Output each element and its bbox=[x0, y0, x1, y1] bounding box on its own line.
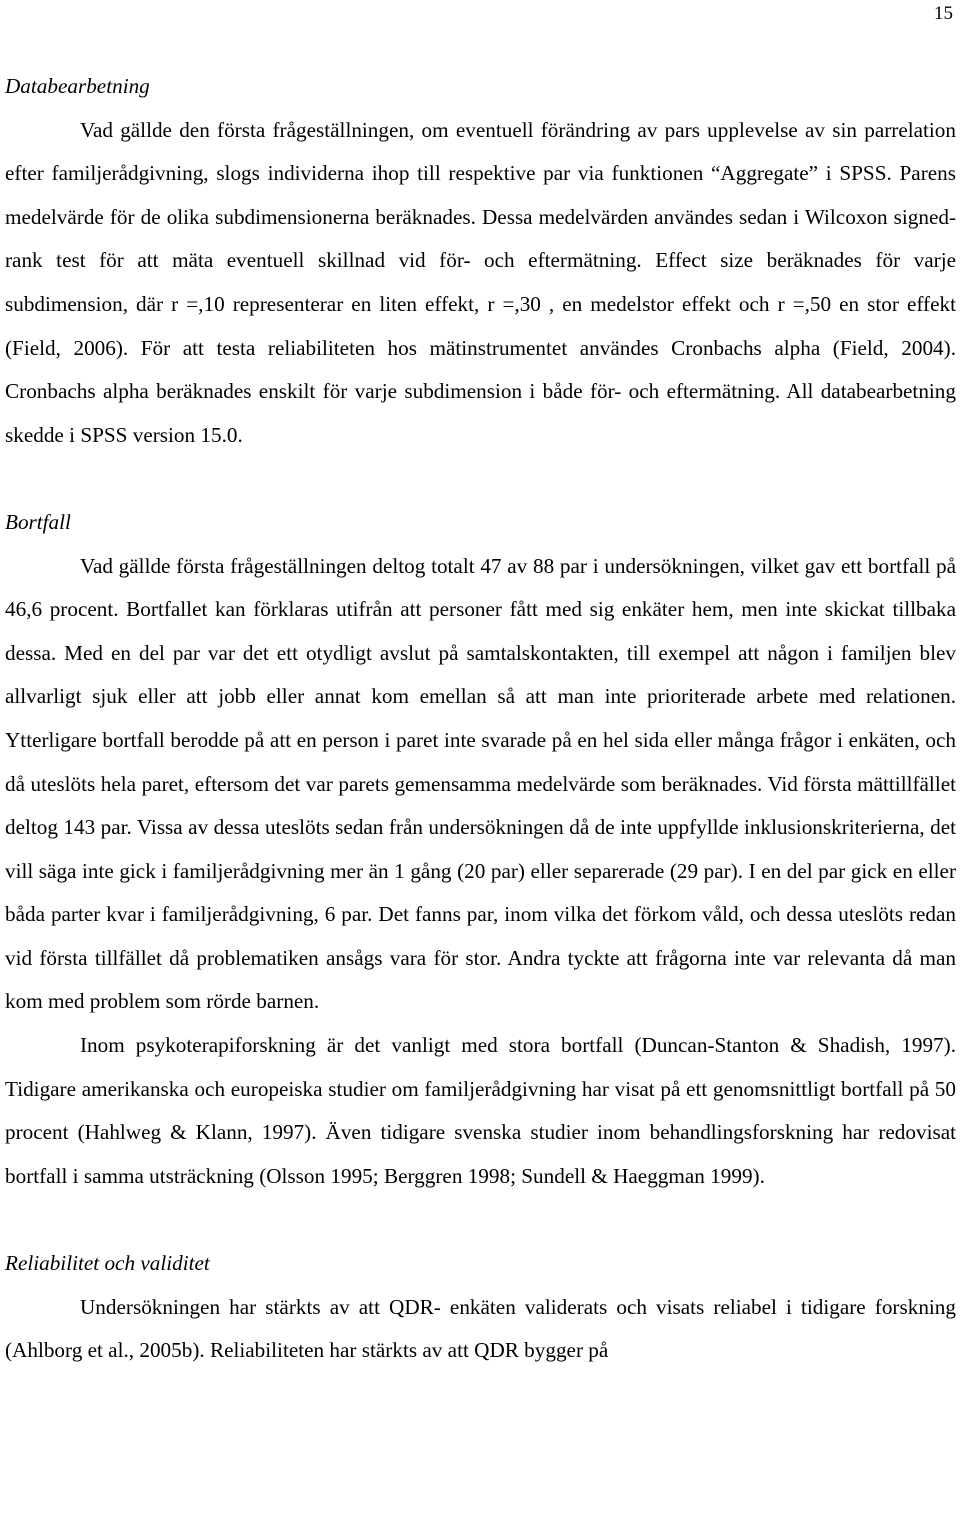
page-number: 15 bbox=[934, 3, 953, 24]
section-heading-bortfall: Bortfall bbox=[5, 509, 71, 534]
paragraph-reliabilitet: Undersökningen har stärkts av att QDR- enkäten validerats och visats reliabel i tidigare forskning (Ahlborg et al., 2005b). Reliabiliteten har stärkts av att QDR bygger på bbox=[5, 1294, 956, 1363]
section-heading-reliabilitet: Reliabilitet och validitet bbox=[5, 1251, 210, 1276]
section-heading-databearbetning: Databearbetning bbox=[5, 74, 150, 98]
paragraph-bortfall-2: Inom psykoterapiforskning är det vanligt med stora bortfall (Duncan-Stanton & Shadish, 1997). Tidigare amerikanska och europeiska studier om familjerådgivning har visat på ett genomsnittligt bortfall på 50 procent (Hahlweg & Klann, 1997). Även tidigare svenska studier inom behandlingsforskning har redovisat bortfall i samma utsträckning (Olsson 1995; Berggren 1998; Sundell & Haeggman 1999). bbox=[5, 1033, 956, 1188]
document-body bbox=[5, 65, 956, 1373]
paragraph-databearbetning: Vad gällde den första frågeställningen, om eventuell förändring av pars upplevelse av sin parrelation efter familjerådgivning, slogs individerna ihop till respektive par via funktionen “Aggregate” i SPSS. Parens medelvärde för de olika subdimensionerna beräknades. Dessa medelvärden användes sedan i Wilcoxon signed- rank test för att mäta eventuell skillnad vid för- och eftermätning. Effect size beräknades för varje subdimension, där r =,10 representerar en liten effekt, r =,30 , en medelstor effekt och r =,50 en stor effekt (Field, 2006). För att testa reliabiliteten hos mätinstrumentet användes Cronbachs alpha (Field, 2004). Cronbachs alpha beräknades enskilt för varje subdimension i både för- och eftermätning. All databearbetning skedde i SPSS version 15.0. bbox=[5, 117, 956, 447]
section-spacer bbox=[5, 1198, 956, 1242]
section-spacer bbox=[5, 457, 956, 501]
paragraph-bortfall-1: Vad gällde första frågeställningen deltog totalt 47 av 88 par i undersökningen, vilket gav ett bortfall på 46,6 procent. Bortfallet kan förklaras utifrån att personer fått med sig enkäter hem, men inte skickat tillbaka dessa. Med en del par var det ett otydligt avslut på samtalskontakten, till exempel att någon i familjen blev allvarligt sjuk eller att jobb eller annat kom emellan så att man inte prioriterade arbete med relationen. Ytterligare bortfall berodde på att en person i paret inte svarade på en hel sida eller många frågor i enkäten, och då uteslöts hela paret, eftersom det var parets gemensamma medelvärde som beräknades. Vid första mättillfället deltog 143 par. Vissa av dessa uteslöts sedan från undersökningen då de inte uppfyllde inklusionskriterierna, det vill säga inte gick i familjerådgivning mer än 1 gång (20 par) eller separerade (29 par). I en del par gick en eller båda parter kvar i familjerådgivning, 6 par. Det fanns par, inom vilka det förkom våld, och dessa uteslöts redan vid första tillfället då problematiken ansågs vara för stor. Andra tyckte att frågorna inte var relevanta då man kom med problem som rörde barnen. bbox=[5, 553, 956, 1014]
